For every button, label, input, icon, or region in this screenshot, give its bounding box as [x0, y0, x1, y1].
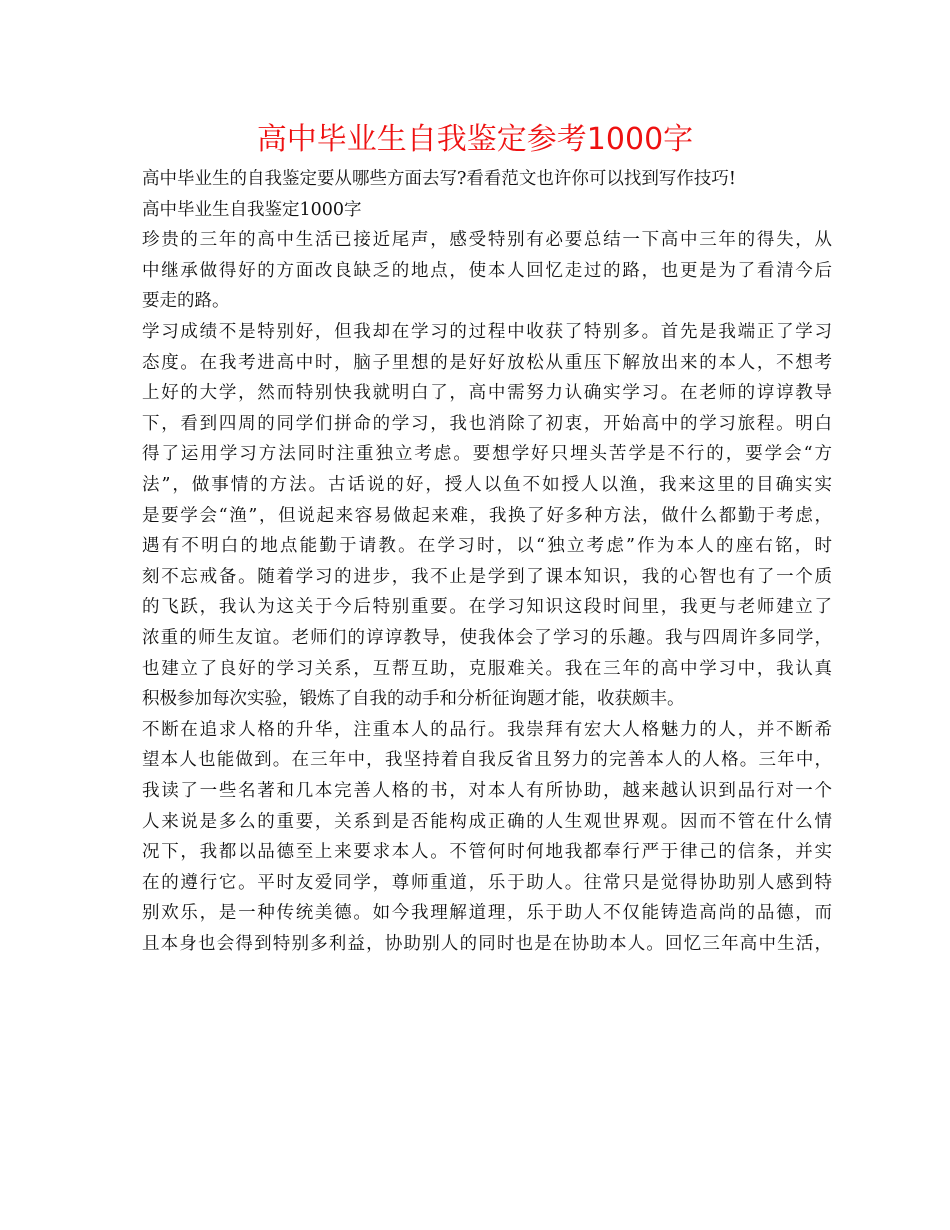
body-line: 不断在追求人格的升华，注重本人的品行。我崇拜有宏大人格魅力的人，并不断希 — [142, 719, 832, 740]
body-line: 的飞跃，我认为这关于今后特别重要。在学习知识这段时间里，我更与老师建立了 — [142, 597, 832, 618]
body-line: 在的遵行它。平时友爱同学，尊师重道，乐于助人。往常只是觉得协助别人感到特 — [142, 872, 832, 893]
body-line: 况下，我都以品德至上来要求本人。不管何时何地我都奉行严于律己的信条，并实 — [142, 842, 832, 863]
body-line: 是要学会“渔”，但说起来容易做起来难，我换了好多种方法，做什么都勤于考虑， — [142, 505, 832, 526]
body-line: 中继承做得好的方面改良缺乏的地点，使本人回忆走过的路，也更是为了看清今后 — [142, 260, 832, 281]
body-line: 积极参加每次实验，锻炼了自我的动手和分析征询题才能，收获颇丰。 — [142, 689, 685, 710]
body-line: 要走的路。 — [142, 291, 230, 312]
body-line: 学习成绩不是特别好，但我却在学习的过程中收获了特别多。首先是我端正了学习 — [142, 322, 832, 342]
body-line: 也建立了良好的学习关系，互帮互助，克服难关。我在三年的高中学习中，我认真 — [142, 658, 832, 679]
body-line: 态度。在我考进高中时，脑子里想的是好好放松从重压下解放出来的本人，不想考 — [142, 352, 832, 373]
body-line: 得了运用学习方法同时注重独立考虑。要想学好只埋头苦学是不行的，要学会“方 — [142, 444, 832, 465]
document-title: 高中毕业生自我鉴定参考1000字 — [256, 122, 694, 157]
body-line: 浓重的师生友谊。老师们的谆谆教导，使我体会了学习的乐趣。我与四周许多同学， — [142, 628, 832, 648]
body-line: 且本身也会得到特别多利益，协助别人的同时也是在协助本人。回忆三年高中生活， — [142, 934, 832, 954]
body-line: 高中毕业生自我鉴定1000字 — [142, 199, 362, 220]
body-line: 望本人也能做到。在三年中，我坚持着自我反省且努力的完善本人的人格。三年中， — [142, 750, 832, 771]
body-line: 上好的大学，然而特别快我就明白了，高中需努力认确实学习。在老师的谆谆教导 — [142, 383, 832, 404]
body-line: 我读了一些名著和几本完善人格的书，对本人有所协助，越来越认识到品行对一个 — [142, 781, 832, 801]
body-line: 法”，做事情的方法。古话说的好，授人以鱼不如授人以渔，我来这里的目确实实 — [142, 475, 832, 495]
body-line: 遇有不明白的地点能勤于请教。在学习时，以“独立考虑”作为本人的座右铭，时 — [142, 536, 832, 557]
body-line: 下，看到四周的同学们拼命的学习，我也消除了初衷，开始高中的学习旅程。明白 — [142, 413, 832, 434]
body-line: 刻不忘戒备。随着学习的进步，我不止是学到了课本知识，我的心智也有了一个质 — [142, 566, 832, 587]
body-line: 珍贵的三年的高中生活已接近尾声，感受特别有必要总结一下高中三年的得失，从 — [142, 230, 832, 251]
body-line: 别欢乐，是一种传统美德。如今我理解道理，乐于助人不仅能铸造高尚的品德，而 — [142, 903, 832, 924]
body-line: 高中毕业生的自我鉴定要从哪些方面去写?看看范文也许你可以找到写作技巧! — [142, 169, 736, 189]
body-line: 人来说是多么的重要，关系到是否能构成正确的人生观世界观。因而不管在什么情 — [142, 811, 832, 832]
